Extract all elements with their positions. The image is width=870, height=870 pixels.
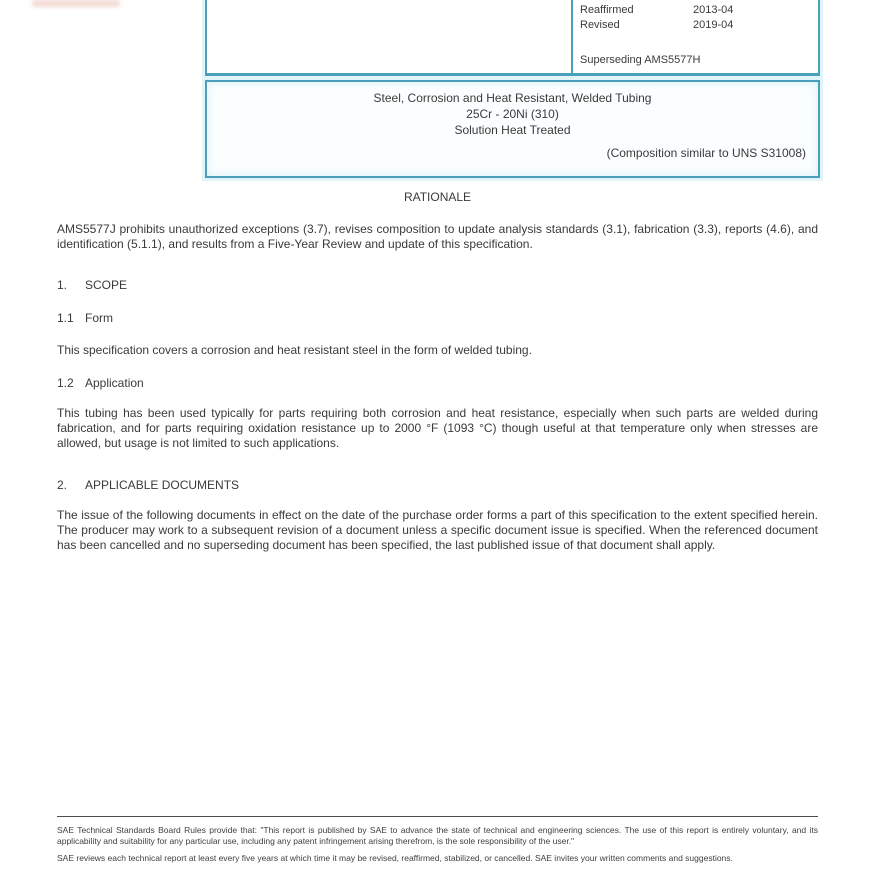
footer-divider bbox=[57, 816, 818, 817]
section-number: 1.2 bbox=[57, 376, 74, 390]
revised-row bbox=[580, 18, 812, 33]
sae-logo-remnant bbox=[32, 0, 120, 7]
section-heading-application bbox=[57, 376, 818, 390]
application-paragraph: This tubing has been used typically for parts requiring both corrosion and heat resistance, especially when such parts are welded during fabrication, and for parts requiring oxidation resistance up to 2000 °F (1093 °C) though useful at that temperature only when stresses are allowed, but usage is not limited to such applications. bbox=[57, 406, 818, 450]
revised-date: 2019-04 bbox=[693, 19, 734, 31]
spec-header-table bbox=[205, 0, 820, 178]
section-heading-form bbox=[57, 311, 818, 325]
superseding-note: Superseding AMS5577H bbox=[580, 54, 701, 66]
reaffirmed-date: 2013-04 bbox=[693, 4, 734, 16]
reaffirmed-row bbox=[580, 3, 812, 18]
spec-title-line2: 25Cr - 20Ni (310) bbox=[466, 107, 559, 121]
section-title: Application bbox=[85, 376, 144, 390]
rationale-paragraph: AMS5577J prohibits unauthorized exceptions (3.7), revises composition to update analysis standards (3.1), fabrication (3.3), reports (4.6), and identification (5.1.1), and results from a Five-Year Review and update of this specification. bbox=[57, 222, 818, 251]
section-number: 2. bbox=[57, 478, 68, 492]
composition-note: (Composition similar to UNS S31008) bbox=[606, 146, 806, 160]
rationale-heading: RATIONALE bbox=[403, 190, 472, 204]
footer-notice-1: SAE Technical Standards Board Rules provide that: "This report is published by SAE to advance the state of technical and engineering sciences. The use of this report is entirely voluntary, and its applicability and suitability for any particular use, including any patent infringement arising therefrom, is the sole responsibility of the user." bbox=[57, 825, 818, 846]
section-heading-applicable-documents bbox=[57, 478, 818, 492]
section-title: SCOPE bbox=[85, 278, 128, 292]
section-heading-scope bbox=[57, 278, 818, 292]
applicable-documents-paragraph: The issue of the following documents in effect on the date of the purchase order forms a part of this specification to the extent specified herein. The producer may work to a subsequent revision of a document unless a specific document issue is specified. When the referenced document has been cancelled and no superseding document has been specified, the last published issue of that document shall apply. bbox=[57, 508, 818, 552]
spec-title-line3: Solution Heat Treated bbox=[454, 123, 571, 137]
revised-label: Revised bbox=[580, 19, 620, 31]
form-paragraph: This specification covers a corrosion and heat resistant steel in the form of welded tubing. bbox=[57, 343, 532, 357]
revision-block bbox=[571, 0, 818, 73]
header-row-top bbox=[205, 0, 820, 76]
title-block bbox=[205, 80, 820, 178]
reaffirmed-label: Reaffirmed bbox=[580, 4, 634, 16]
section-title: Form bbox=[85, 311, 113, 325]
section-number: 1.1 bbox=[57, 311, 74, 325]
section-title: APPLICABLE DOCUMENTS bbox=[85, 478, 240, 492]
footer-notice-2: SAE reviews each technical report at least every five years at which time it may be revised, reaffirmed, stabilized, or cancelled. SAE invites your written comments and suggestions. bbox=[57, 853, 733, 863]
spec-title-line1: Steel, Corrosion and Heat Resistant, Welded Tubing bbox=[373, 91, 652, 105]
header-main-cell bbox=[207, 0, 571, 73]
section-number: 1. bbox=[57, 278, 68, 292]
